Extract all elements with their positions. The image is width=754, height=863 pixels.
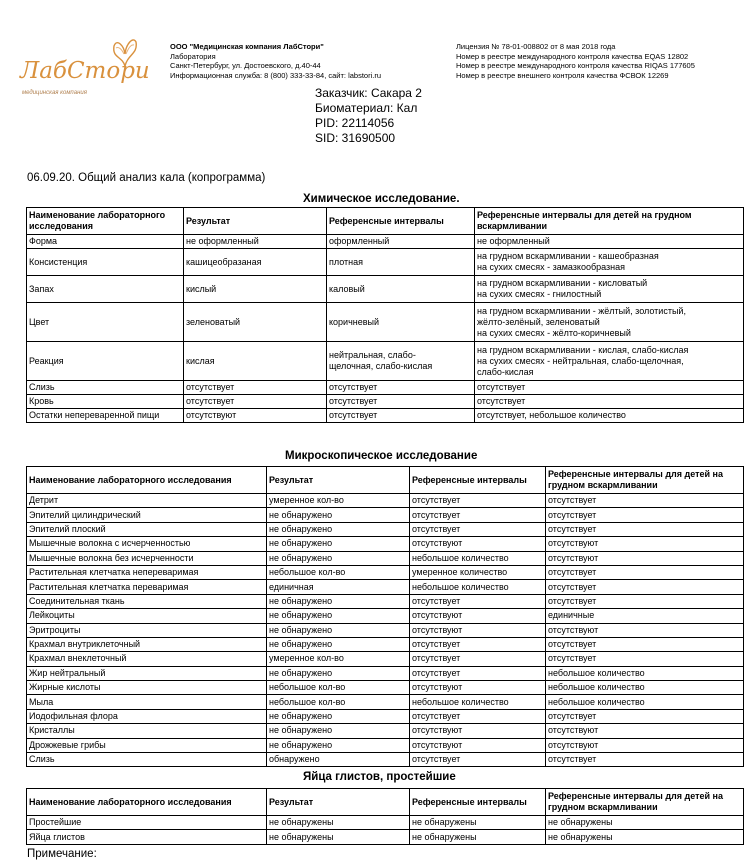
cell-reference: коричневый	[327, 303, 475, 342]
micro-rows	[27, 494, 744, 767]
cell-reference: отсутствует	[410, 522, 546, 536]
cell-result: не обнаружено	[267, 537, 410, 551]
cell-reference-infants: отсутствует	[546, 508, 744, 522]
cell-test-name: Растительная клетчатка переваримая	[27, 580, 267, 594]
cell-reference-infants: отсутствует	[546, 522, 744, 536]
test-name-line: 06.09.20. Общий анализ кала (копрограмма)	[27, 172, 266, 184]
chem-header-row	[27, 208, 744, 235]
cell-test-name: Иодофильная флора	[27, 709, 267, 723]
table-row	[27, 395, 744, 409]
cell-reference: небольшое количество	[410, 551, 546, 565]
col-header-result: Результат	[267, 467, 410, 494]
table-row	[27, 381, 744, 395]
cell-reference-infants: отсутствует	[546, 652, 744, 666]
col-header-result: Результат	[184, 208, 327, 235]
cell-reference: отсутствуют	[410, 681, 546, 695]
cell-result: умеренное кол-во	[267, 494, 410, 508]
col-header-name: Наименование лабораторного исследования	[27, 208, 184, 235]
cell-result: кислый	[184, 276, 327, 303]
cell-reference: каловый	[327, 276, 475, 303]
cell-result: не обнаружены	[267, 830, 410, 844]
cell-reference: нейтральная, слабо- щелочная, слабо-кислая	[327, 342, 475, 381]
cell-result: не обнаружено	[267, 666, 410, 680]
cell-result: отсутствуют	[184, 409, 327, 423]
company-logo	[20, 38, 150, 106]
cell-reference-infants: не обнаружены	[546, 816, 744, 830]
cell-result: не обнаружено	[267, 709, 410, 723]
cell-test-name: Детрит	[27, 494, 267, 508]
cell-reference-infants: отсутствует	[546, 494, 744, 508]
cell-test-name: Кристаллы	[27, 724, 267, 738]
cell-test-name: Мышечные волокна без исчерченности	[27, 551, 267, 565]
cell-test-name: Соединительная ткань	[27, 594, 267, 608]
table-row	[27, 494, 744, 508]
cell-test-name: Слизь	[27, 753, 267, 767]
cell-result: не обнаружено	[267, 724, 410, 738]
logo-word: ЛабСтори	[20, 58, 150, 84]
cell-test-name: Слизь	[27, 381, 184, 395]
fsvok-line: Номер в реестре внешнего контроля качества ФСВОК 12269	[456, 70, 669, 80]
logo-subtitle: медицинская компания	[22, 90, 87, 96]
table-row	[27, 409, 744, 423]
cell-reference: небольшое количество	[410, 580, 546, 594]
table-row	[27, 724, 744, 738]
cell-reference: отсутствует	[327, 395, 475, 409]
cell-result: не обнаружено	[267, 551, 410, 565]
org-line: Лаборатория	[170, 51, 216, 61]
cell-test-name: Мышечные волокна с исчерченностью	[27, 537, 267, 551]
cell-reference-infants: небольшое количество	[546, 695, 744, 709]
cell-reference: отсутствует	[410, 594, 546, 608]
org-name: ООО "Медицинская компания ЛабСтори"	[170, 42, 324, 51]
table-row	[27, 816, 744, 830]
chem-rows	[27, 235, 744, 423]
cell-reference-infants: отсутствует	[546, 565, 744, 579]
cell-reference-infants: не обнаружены	[546, 830, 744, 844]
cell-reference-infants: отсутствует	[546, 637, 744, 651]
col-header-reference-infants: Референсные интервалы для детей на грудном вскармливании	[546, 789, 744, 816]
table-row	[27, 249, 744, 276]
cell-reference: оформленный	[327, 235, 475, 249]
cell-reference-infants: отсутствует	[475, 381, 744, 395]
cell-reference-infants: на грудном вскармливании - кислая, слабо-кислая на сухих смесях - нейтральная, слабо-щелочная, слабо-кислая	[475, 342, 744, 381]
cell-reference: отсутствует	[327, 381, 475, 395]
cell-result: небольшое кол-во	[267, 695, 410, 709]
cell-test-name: Реакция	[27, 342, 184, 381]
cell-reference: плотная	[327, 249, 475, 276]
org-contacts: Информационная служба: 8 (800) 333-33-84, сайт: labstori.ru	[170, 70, 382, 80]
cell-test-name: Дрожжевые грибы	[27, 738, 267, 752]
cell-reference-infants: отсутствуют	[546, 724, 744, 738]
cell-result: не оформленный	[184, 235, 327, 249]
table-row	[27, 537, 744, 551]
license-info	[456, 42, 695, 80]
col-header-result: Результат	[267, 789, 410, 816]
table-row	[27, 623, 744, 637]
cell-result: не обнаружено	[267, 609, 410, 623]
col-header-name: Наименование лабораторного исследования	[27, 467, 267, 494]
biomaterial: Биоматериал: Кал	[315, 101, 418, 115]
micro-table	[26, 466, 744, 767]
col-header-reference: Референсные интервалы	[410, 467, 546, 494]
cell-reference-infants: небольшое количество	[546, 666, 744, 680]
cell-reference-infants: на грудном вскармливании - жёлтый, золотистый, жёлто-зелёный, зеленоватый на сухих смесях - жёлто-коричневый	[475, 303, 744, 342]
cell-result: не обнаружено	[267, 623, 410, 637]
cell-test-name: Жирные кислоты	[27, 681, 267, 695]
col-header-reference-infants: Референсные интервалы для детей на грудном вскармливании	[546, 467, 744, 494]
cell-reference-infants: на грудном вскармливании - кисловатый на сухих смесях - гнилостный	[475, 276, 744, 303]
cell-result: обнаружено	[267, 753, 410, 767]
table-row	[27, 609, 744, 623]
cell-result: умеренное кол-во	[267, 652, 410, 666]
cell-result: небольшое кол-во	[267, 681, 410, 695]
col-header-reference-infants: Референсные интервалы для детей на грудном вскармливании	[475, 208, 744, 235]
chem-table	[26, 207, 744, 423]
cell-reference-infants: отсутствуют	[546, 551, 744, 565]
cell-test-name: Эритроциты	[27, 623, 267, 637]
eggs-rows	[27, 816, 744, 845]
cell-reference: не обнаружены	[410, 830, 546, 844]
cell-test-name: Форма	[27, 235, 184, 249]
cell-test-name: Мыла	[27, 695, 267, 709]
cell-reference: отсутствует	[327, 409, 475, 423]
cell-result: отсутствует	[184, 381, 327, 395]
cell-test-name: Жир нейтральный	[27, 666, 267, 680]
cell-reference: отсутствует	[410, 652, 546, 666]
table-row	[27, 637, 744, 651]
cell-test-name: Кровь	[27, 395, 184, 409]
eggs-header-row	[27, 789, 744, 816]
table-row	[27, 508, 744, 522]
cell-reference: отсутствует	[410, 508, 546, 522]
cell-reference: отсутствуют	[410, 609, 546, 623]
pid: PID: 22114056	[315, 116, 395, 130]
col-header-reference: Референсные интервалы	[327, 208, 475, 235]
cell-test-name: Крахмал внутриклеточный	[27, 637, 267, 651]
riqas-line: Номер в реестре международного контроля качества RIQAS 177605	[456, 61, 695, 70]
cell-reference-infants: на грудном вскармливании - кашеобразная на сухих смесях - замазкообразная	[475, 249, 744, 276]
table-row	[27, 303, 744, 342]
cell-reference: отсутствует	[410, 666, 546, 680]
cell-reference-infants: отсутствуют	[546, 623, 744, 637]
col-header-reference: Референсные интервалы	[410, 789, 546, 816]
patient-info	[315, 86, 422, 146]
cell-test-name: Остатки непереваренной пищи	[27, 409, 184, 423]
table-row	[27, 342, 744, 381]
cell-reference: отсутствует	[410, 637, 546, 651]
cell-reference: отсутствуют	[410, 623, 546, 637]
cell-reference: умеренное количество	[410, 565, 546, 579]
cell-reference: отсутствуют	[410, 738, 546, 752]
cell-reference: небольшое количество	[410, 695, 546, 709]
table-row	[27, 565, 744, 579]
cell-reference-infants: не оформленный	[475, 235, 744, 249]
cell-result: не обнаружено	[267, 594, 410, 608]
org-address: Санкт-Петербург, ул. Достоевского, д.40-44	[170, 61, 321, 70]
table-row	[27, 738, 744, 752]
cell-result: единичная	[267, 580, 410, 594]
cell-reference: отсутствуют	[410, 537, 546, 551]
cell-test-name: Яйца глистов	[27, 830, 267, 844]
note-label: Примечание:	[27, 848, 97, 860]
organization-info	[170, 42, 381, 80]
cell-result: кислая	[184, 342, 327, 381]
table-row	[27, 695, 744, 709]
cell-test-name: Эпителий цилиндрический	[27, 508, 267, 522]
cell-result: зеленоватый	[184, 303, 327, 342]
cell-test-name: Крахмал внеклеточный	[27, 652, 267, 666]
cell-reference-infants: отсутствует	[546, 709, 744, 723]
table-row	[27, 830, 744, 844]
eggs-section-title: Яйца глистов, простейшие	[303, 771, 456, 783]
sid: SID: 31690500	[315, 131, 396, 145]
cell-test-name: Простейшие	[27, 816, 267, 830]
cell-result: кашицеобразаная	[184, 249, 327, 276]
col-header-name: Наименование лабораторного исследования	[27, 789, 267, 816]
cell-test-name: Консистенция	[27, 249, 184, 276]
cell-test-name: Эпителий плоский	[27, 522, 267, 536]
cell-reference-infants: отсутствует	[475, 395, 744, 409]
eggs-table	[26, 788, 744, 845]
eqas-line: Номер в реестре международного контроля качества EQAS 12802	[456, 51, 689, 61]
cell-result: не обнаружено	[267, 738, 410, 752]
cell-reference-infants: отсутствует	[546, 753, 744, 767]
cell-test-name: Цвет	[27, 303, 184, 342]
table-row	[27, 580, 744, 594]
cell-test-name: Растительная клетчатка непереваримая	[27, 565, 267, 579]
table-row	[27, 594, 744, 608]
cell-reference: отсутствует	[410, 709, 546, 723]
customer: Заказчик: Сакара 2	[315, 86, 422, 100]
table-row	[27, 235, 744, 249]
table-row	[27, 652, 744, 666]
chem-section-title: Химическое исследование.	[303, 193, 460, 205]
table-row	[27, 681, 744, 695]
cell-reference: отсутствуют	[410, 724, 546, 738]
cell-result: небольшое кол-во	[267, 565, 410, 579]
cell-reference-infants: отсутствуют	[546, 738, 744, 752]
cell-reference-infants: отсутствует	[546, 594, 744, 608]
cell-result: отсутствует	[184, 395, 327, 409]
cell-result: не обнаружено	[267, 637, 410, 651]
cell-reference: отсутствует	[410, 753, 546, 767]
cell-reference-infants: отсутствует, небольшое количество	[475, 409, 744, 423]
table-row	[27, 753, 744, 767]
cell-reference-infants: единичные	[546, 609, 744, 623]
table-row	[27, 522, 744, 536]
micro-header-row	[27, 467, 744, 494]
table-row	[27, 666, 744, 680]
cell-reference: отсутствует	[410, 494, 546, 508]
cell-reference: не обнаружены	[410, 816, 546, 830]
cell-result: не обнаружено	[267, 522, 410, 536]
table-row	[27, 276, 744, 303]
cell-reference-infants: отсутствуют	[546, 537, 744, 551]
cell-reference-infants: небольшое количество	[546, 681, 744, 695]
micro-section-title: Микроскопическое исследование	[285, 450, 478, 462]
cell-test-name: Запах	[27, 276, 184, 303]
license-line: Лицензия № 78-01-008802 от 8 мая 2018 года	[456, 42, 616, 51]
cell-test-name: Лейкоциты	[27, 609, 267, 623]
table-row	[27, 709, 744, 723]
cell-result: не обнаружено	[267, 508, 410, 522]
cell-reference-infants: отсутствует	[546, 580, 744, 594]
cell-result: не обнаружены	[267, 816, 410, 830]
table-row	[27, 551, 744, 565]
